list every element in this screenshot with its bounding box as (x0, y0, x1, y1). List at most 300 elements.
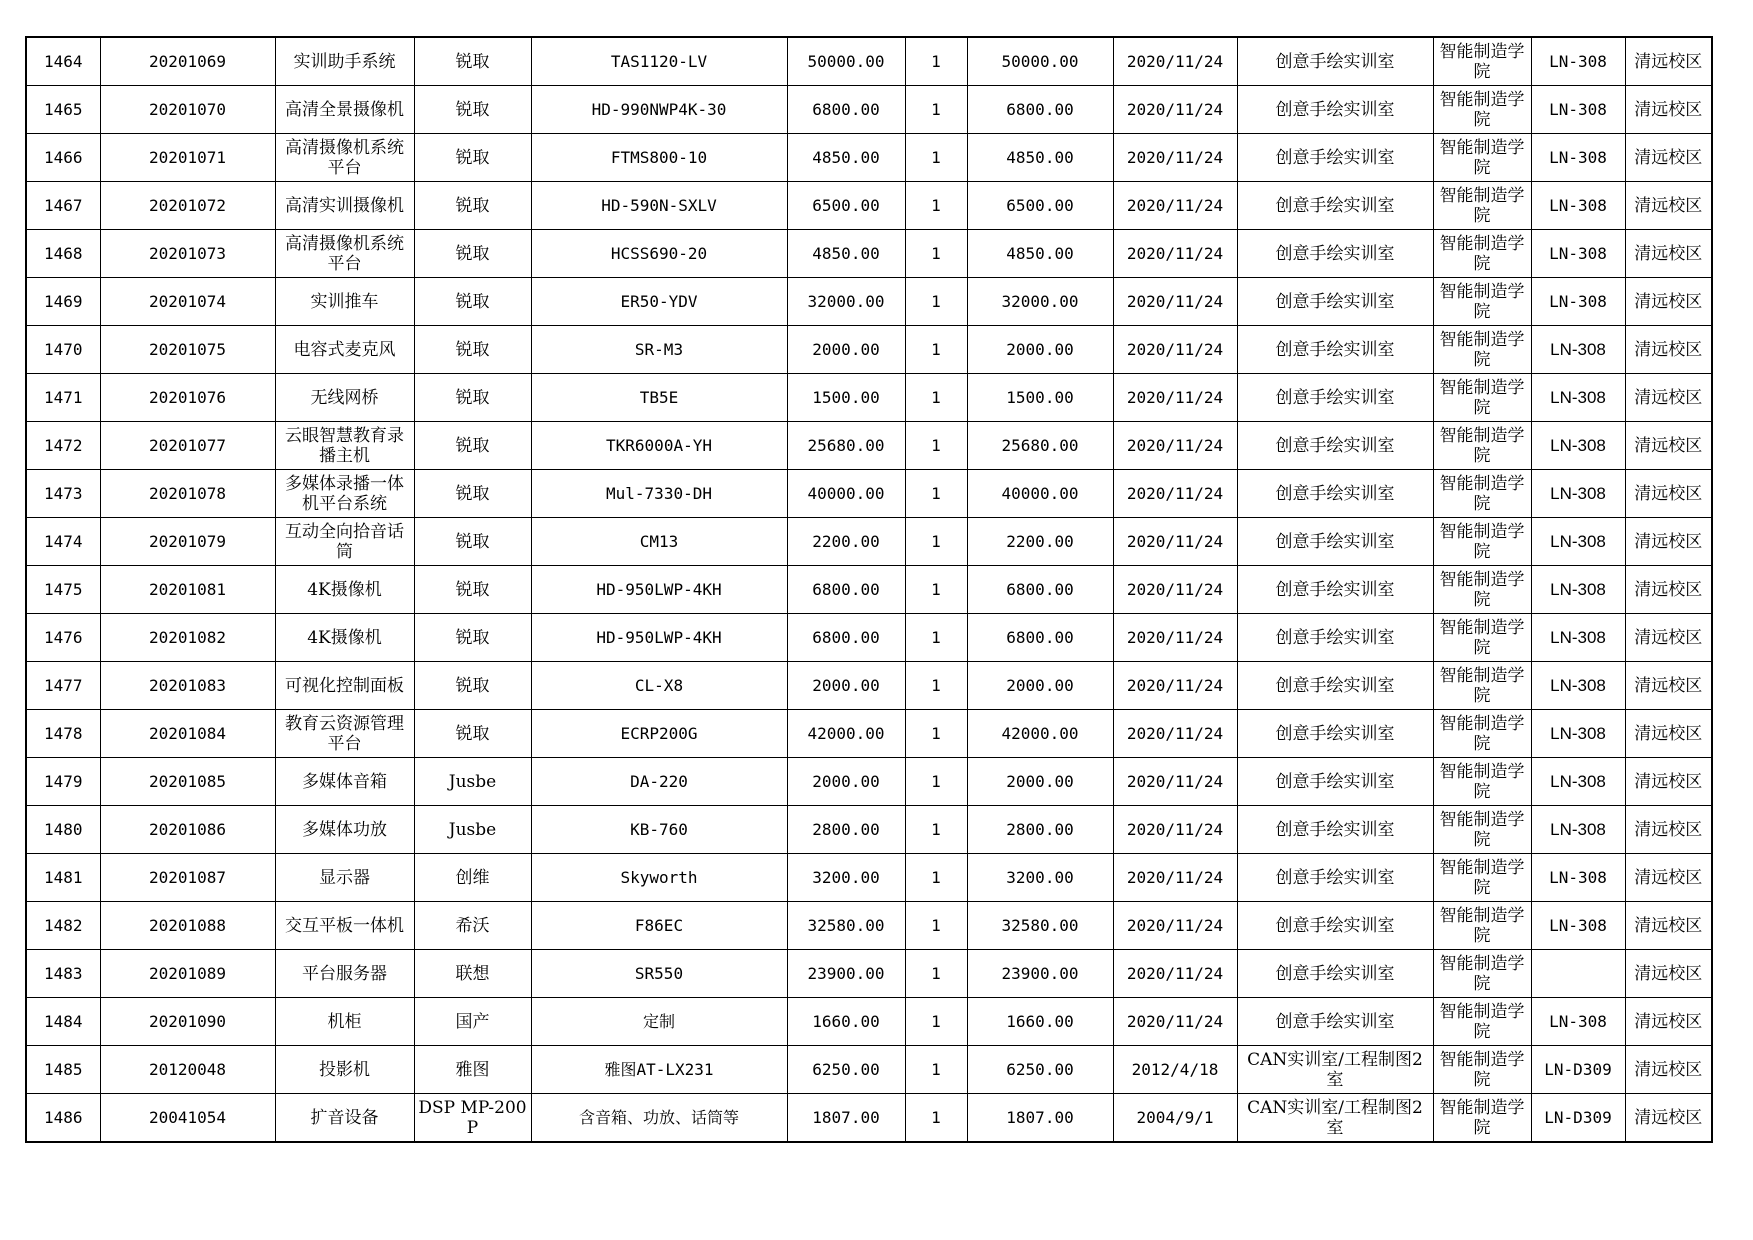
cell-model: KB-760 (531, 806, 787, 854)
cell-quantity: 1 (905, 998, 967, 1046)
cell-room-number: LN-308 (1531, 998, 1625, 1046)
cell-campus: 清远校区 (1625, 710, 1712, 758)
cell-quantity: 1 (905, 278, 967, 326)
cell-model: 定制 (531, 998, 787, 1046)
cell-unit-price: 2000.00 (787, 662, 905, 710)
cell-total-amount: 2000.00 (967, 758, 1113, 806)
cell-asset-code: 20120048 (100, 1046, 275, 1094)
cell-campus: 清远校区 (1625, 470, 1712, 518)
cell-seq-no: 1471 (26, 374, 100, 422)
cell-total-amount: 1807.00 (967, 1094, 1113, 1143)
cell-brand: 锐取 (414, 422, 531, 470)
cell-brand: 锐取 (414, 518, 531, 566)
asset-table (25, 36, 1713, 1143)
cell-department: 智能制造学院 (1433, 950, 1531, 998)
cell-brand: Jusbe (414, 806, 531, 854)
table-row (26, 470, 1712, 518)
cell-model: CL-X8 (531, 662, 787, 710)
cell-asset-code: 20201089 (100, 950, 275, 998)
table-row (26, 374, 1712, 422)
table-row (26, 710, 1712, 758)
cell-asset-name: 平台服务器 (275, 950, 414, 998)
cell-department: 智能制造学院 (1433, 710, 1531, 758)
cell-campus: 清远校区 (1625, 566, 1712, 614)
cell-asset-code: 20201069 (100, 37, 275, 86)
cell-purchase-date: 2020/11/24 (1113, 662, 1237, 710)
cell-model: HD-950LWP-4KH (531, 566, 787, 614)
cell-brand: 锐取 (414, 470, 531, 518)
cell-campus: 清远校区 (1625, 998, 1712, 1046)
cell-location-room: 创意手绘实训室 (1237, 37, 1433, 86)
cell-purchase-date: 2012/4/18 (1113, 1046, 1237, 1094)
cell-department: 智能制造学院 (1433, 854, 1531, 902)
cell-brand: 国产 (414, 998, 531, 1046)
cell-seq-no: 1480 (26, 806, 100, 854)
cell-department: 智能制造学院 (1433, 902, 1531, 950)
cell-quantity: 1 (905, 134, 967, 182)
cell-department: 智能制造学院 (1433, 86, 1531, 134)
cell-brand: 锐取 (414, 566, 531, 614)
cell-department: 智能制造学院 (1433, 374, 1531, 422)
cell-department: 智能制造学院 (1433, 182, 1531, 230)
cell-asset-name: 高清全景摄像机 (275, 86, 414, 134)
cell-department: 智能制造学院 (1433, 326, 1531, 374)
cell-department: 智能制造学院 (1433, 470, 1531, 518)
table-row (26, 806, 1712, 854)
cell-room-number (1531, 950, 1625, 998)
cell-seq-no: 1470 (26, 326, 100, 374)
cell-campus: 清远校区 (1625, 806, 1712, 854)
cell-asset-code: 20201081 (100, 566, 275, 614)
cell-model: HD-590N-SXLV (531, 182, 787, 230)
cell-purchase-date: 2020/11/24 (1113, 998, 1237, 1046)
cell-total-amount: 42000.00 (967, 710, 1113, 758)
cell-model: ECRP200G (531, 710, 787, 758)
cell-purchase-date: 2020/11/24 (1113, 566, 1237, 614)
cell-brand: 锐取 (414, 326, 531, 374)
cell-unit-price: 40000.00 (787, 470, 905, 518)
table-row (26, 854, 1712, 902)
table-row (26, 662, 1712, 710)
cell-quantity: 1 (905, 662, 967, 710)
cell-quantity: 1 (905, 566, 967, 614)
table-row (26, 182, 1712, 230)
cell-campus: 清远校区 (1625, 1046, 1712, 1094)
cell-purchase-date: 2020/11/24 (1113, 950, 1237, 998)
cell-seq-no: 1475 (26, 566, 100, 614)
cell-room-number: LN-D309 (1531, 1094, 1625, 1143)
cell-location-room: 创意手绘实训室 (1237, 854, 1433, 902)
cell-seq-no: 1464 (26, 37, 100, 86)
cell-location-room: 创意手绘实训室 (1237, 806, 1433, 854)
cell-room-number: LN-308 (1531, 566, 1625, 614)
cell-quantity: 1 (905, 614, 967, 662)
cell-asset-name: 投影机 (275, 1046, 414, 1094)
cell-seq-no: 1466 (26, 134, 100, 182)
cell-asset-code: 20201090 (100, 998, 275, 1046)
cell-campus: 清远校区 (1625, 37, 1712, 86)
cell-room-number: LN-308 (1531, 182, 1625, 230)
cell-total-amount: 25680.00 (967, 422, 1113, 470)
cell-brand: 锐取 (414, 614, 531, 662)
cell-unit-price: 2000.00 (787, 326, 905, 374)
cell-unit-price: 32580.00 (787, 902, 905, 950)
cell-room-number: LN-308 (1531, 614, 1625, 662)
table-row (26, 134, 1712, 182)
cell-purchase-date: 2020/11/24 (1113, 86, 1237, 134)
cell-brand: 联想 (414, 950, 531, 998)
cell-purchase-date: 2020/11/24 (1113, 326, 1237, 374)
cell-campus: 清远校区 (1625, 374, 1712, 422)
cell-asset-name: 实训助手系统 (275, 37, 414, 86)
cell-asset-code: 20201083 (100, 662, 275, 710)
cell-model: Mul-7330-DH (531, 470, 787, 518)
cell-total-amount: 2000.00 (967, 326, 1113, 374)
cell-asset-code: 20201085 (100, 758, 275, 806)
cell-total-amount: 6800.00 (967, 86, 1113, 134)
cell-asset-name: 交互平板一体机 (275, 902, 414, 950)
cell-quantity: 1 (905, 182, 967, 230)
cell-seq-no: 1474 (26, 518, 100, 566)
cell-asset-code: 20201086 (100, 806, 275, 854)
cell-location-room: 创意手绘实训室 (1237, 566, 1433, 614)
cell-total-amount: 1500.00 (967, 374, 1113, 422)
cell-department: 智能制造学院 (1433, 422, 1531, 470)
cell-model: SR-M3 (531, 326, 787, 374)
cell-quantity: 1 (905, 806, 967, 854)
cell-location-room: 创意手绘实训室 (1237, 662, 1433, 710)
cell-asset-name: 高清摄像机系统平台 (275, 134, 414, 182)
cell-department: 智能制造学院 (1433, 278, 1531, 326)
cell-room-number: LN-308 (1531, 518, 1625, 566)
cell-brand: DSP MP-200P (414, 1094, 531, 1143)
table-row (26, 326, 1712, 374)
cell-location-room: 创意手绘实训室 (1237, 374, 1433, 422)
cell-campus: 清远校区 (1625, 326, 1712, 374)
cell-total-amount: 6800.00 (967, 566, 1113, 614)
cell-purchase-date: 2020/11/24 (1113, 134, 1237, 182)
cell-asset-name: 高清实训摄像机 (275, 182, 414, 230)
cell-purchase-date: 2020/11/24 (1113, 902, 1237, 950)
cell-brand: 锐取 (414, 374, 531, 422)
cell-asset-name: 4K摄像机 (275, 566, 414, 614)
cell-seq-no: 1486 (26, 1094, 100, 1143)
cell-model: CM13 (531, 518, 787, 566)
cell-total-amount: 23900.00 (967, 950, 1113, 998)
cell-department: 智能制造学院 (1433, 758, 1531, 806)
cell-purchase-date: 2020/11/24 (1113, 518, 1237, 566)
cell-asset-code: 20201082 (100, 614, 275, 662)
cell-campus: 清远校区 (1625, 518, 1712, 566)
cell-asset-name: 4K摄像机 (275, 614, 414, 662)
cell-unit-price: 32000.00 (787, 278, 905, 326)
cell-department: 智能制造学院 (1433, 1046, 1531, 1094)
cell-brand: 锐取 (414, 710, 531, 758)
cell-unit-price: 2000.00 (787, 758, 905, 806)
cell-model: 含音箱、功放、话筒等 (531, 1094, 787, 1143)
cell-total-amount: 6250.00 (967, 1046, 1113, 1094)
table-row (26, 614, 1712, 662)
cell-unit-price: 6800.00 (787, 86, 905, 134)
cell-brand: Jusbe (414, 758, 531, 806)
cell-unit-price: 6800.00 (787, 566, 905, 614)
cell-model: F86EC (531, 902, 787, 950)
cell-seq-no: 1481 (26, 854, 100, 902)
cell-total-amount: 32000.00 (967, 278, 1113, 326)
cell-location-room: 创意手绘实训室 (1237, 710, 1433, 758)
cell-total-amount: 32580.00 (967, 902, 1113, 950)
cell-campus: 清远校区 (1625, 278, 1712, 326)
cell-unit-price: 1807.00 (787, 1094, 905, 1143)
table-row (26, 518, 1712, 566)
table-row (26, 1046, 1712, 1094)
cell-campus: 清远校区 (1625, 86, 1712, 134)
table-row (26, 422, 1712, 470)
cell-quantity: 1 (905, 326, 967, 374)
cell-asset-name: 教育云资源管理平台 (275, 710, 414, 758)
cell-campus: 清远校区 (1625, 662, 1712, 710)
cell-room-number: LN-308 (1531, 37, 1625, 86)
cell-unit-price: 4850.00 (787, 134, 905, 182)
cell-room-number: LN-308 (1531, 134, 1625, 182)
cell-asset-code: 20201077 (100, 422, 275, 470)
cell-department: 智能制造学院 (1433, 806, 1531, 854)
cell-model: HD-950LWP-4KH (531, 614, 787, 662)
cell-department: 智能制造学院 (1433, 230, 1531, 278)
cell-department: 智能制造学院 (1433, 1094, 1531, 1143)
cell-total-amount: 40000.00 (967, 470, 1113, 518)
cell-seq-no: 1485 (26, 1046, 100, 1094)
cell-purchase-date: 2020/11/24 (1113, 758, 1237, 806)
cell-quantity: 1 (905, 710, 967, 758)
cell-quantity: 1 (905, 230, 967, 278)
cell-brand: 锐取 (414, 86, 531, 134)
cell-location-room: 创意手绘实训室 (1237, 134, 1433, 182)
cell-asset-code: 20201087 (100, 854, 275, 902)
cell-brand: 锐取 (414, 278, 531, 326)
table-row (26, 566, 1712, 614)
cell-total-amount: 6500.00 (967, 182, 1113, 230)
cell-unit-price: 3200.00 (787, 854, 905, 902)
cell-asset-code: 20041054 (100, 1094, 275, 1143)
cell-seq-no: 1482 (26, 902, 100, 950)
cell-unit-price: 2200.00 (787, 518, 905, 566)
cell-room-number: LN-308 (1531, 710, 1625, 758)
cell-location-room: 创意手绘实训室 (1237, 614, 1433, 662)
cell-campus: 清远校区 (1625, 902, 1712, 950)
cell-unit-price: 6250.00 (787, 1046, 905, 1094)
cell-quantity: 1 (905, 950, 967, 998)
cell-model: DA-220 (531, 758, 787, 806)
cell-quantity: 1 (905, 758, 967, 806)
cell-department: 智能制造学院 (1433, 37, 1531, 86)
cell-model: SR550 (531, 950, 787, 998)
cell-brand: 锐取 (414, 37, 531, 86)
cell-room-number: LN-308 (1531, 374, 1625, 422)
cell-total-amount: 1660.00 (967, 998, 1113, 1046)
cell-purchase-date: 2020/11/24 (1113, 37, 1237, 86)
table-row (26, 998, 1712, 1046)
cell-room-number: LN-308 (1531, 470, 1625, 518)
cell-campus: 清远校区 (1625, 1094, 1712, 1143)
cell-seq-no: 1476 (26, 614, 100, 662)
cell-seq-no: 1465 (26, 86, 100, 134)
cell-quantity: 1 (905, 37, 967, 86)
cell-campus: 清远校区 (1625, 614, 1712, 662)
cell-room-number: LN-D309 (1531, 1046, 1625, 1094)
cell-brand: 锐取 (414, 230, 531, 278)
cell-model: TKR6000A-YH (531, 422, 787, 470)
cell-asset-code: 20201076 (100, 374, 275, 422)
cell-total-amount: 4850.00 (967, 230, 1113, 278)
cell-asset-name: 多媒体功放 (275, 806, 414, 854)
cell-unit-price: 2800.00 (787, 806, 905, 854)
cell-model: HCSS690-20 (531, 230, 787, 278)
cell-location-room: 创意手绘实训室 (1237, 758, 1433, 806)
cell-asset-name: 高清摄像机系统平台 (275, 230, 414, 278)
cell-room-number: LN-308 (1531, 422, 1625, 470)
cell-quantity: 1 (905, 374, 967, 422)
cell-asset-code: 20201075 (100, 326, 275, 374)
cell-location-room: 创意手绘实训室 (1237, 326, 1433, 374)
cell-brand: 锐取 (414, 662, 531, 710)
cell-total-amount: 50000.00 (967, 37, 1113, 86)
cell-unit-price: 42000.00 (787, 710, 905, 758)
cell-room-number: LN-308 (1531, 902, 1625, 950)
cell-asset-name: 可视化控制面板 (275, 662, 414, 710)
asset-table-body (26, 37, 1712, 1142)
table-row (26, 86, 1712, 134)
table-row (26, 37, 1712, 86)
cell-asset-code: 20201074 (100, 278, 275, 326)
cell-asset-code: 20201071 (100, 134, 275, 182)
cell-location-room: 创意手绘实训室 (1237, 518, 1433, 566)
cell-department: 智能制造学院 (1433, 662, 1531, 710)
cell-quantity: 1 (905, 1046, 967, 1094)
cell-department: 智能制造学院 (1433, 134, 1531, 182)
table-row (26, 950, 1712, 998)
cell-location-room: 创意手绘实训室 (1237, 278, 1433, 326)
cell-location-room: 创意手绘实训室 (1237, 950, 1433, 998)
cell-seq-no: 1478 (26, 710, 100, 758)
cell-seq-no: 1469 (26, 278, 100, 326)
cell-purchase-date: 2020/11/24 (1113, 614, 1237, 662)
cell-seq-no: 1472 (26, 422, 100, 470)
cell-location-room: 创意手绘实训室 (1237, 86, 1433, 134)
cell-unit-price: 1500.00 (787, 374, 905, 422)
cell-unit-price: 6500.00 (787, 182, 905, 230)
cell-unit-price: 50000.00 (787, 37, 905, 86)
cell-purchase-date: 2020/11/24 (1113, 710, 1237, 758)
cell-model: FTMS800-10 (531, 134, 787, 182)
cell-campus: 清远校区 (1625, 422, 1712, 470)
table-row (26, 230, 1712, 278)
cell-room-number: LN-308 (1531, 326, 1625, 374)
cell-quantity: 1 (905, 854, 967, 902)
cell-purchase-date: 2020/11/24 (1113, 278, 1237, 326)
cell-asset-name: 云眼智慧教育录播主机 (275, 422, 414, 470)
cell-quantity: 1 (905, 470, 967, 518)
cell-room-number: LN-308 (1531, 758, 1625, 806)
cell-room-number: LN-308 (1531, 278, 1625, 326)
cell-total-amount: 2800.00 (967, 806, 1113, 854)
cell-brand: 雅图 (414, 1046, 531, 1094)
cell-asset-code: 20201084 (100, 710, 275, 758)
cell-purchase-date: 2020/11/24 (1113, 182, 1237, 230)
cell-model: HD-990NWP4K-30 (531, 86, 787, 134)
cell-asset-name: 实训推车 (275, 278, 414, 326)
cell-total-amount: 3200.00 (967, 854, 1113, 902)
cell-asset-name: 无线网桥 (275, 374, 414, 422)
cell-department: 智能制造学院 (1433, 518, 1531, 566)
cell-asset-name: 机柜 (275, 998, 414, 1046)
table-row (26, 1094, 1712, 1143)
cell-model: TB5E (531, 374, 787, 422)
cell-campus: 清远校区 (1625, 854, 1712, 902)
cell-asset-code: 20201073 (100, 230, 275, 278)
cell-department: 智能制造学院 (1433, 614, 1531, 662)
cell-quantity: 1 (905, 86, 967, 134)
cell-brand: 锐取 (414, 182, 531, 230)
cell-asset-name: 多媒体录播一体机平台系统 (275, 470, 414, 518)
cell-asset-name: 互动全向拾音话筒 (275, 518, 414, 566)
cell-purchase-date: 2020/11/24 (1113, 422, 1237, 470)
cell-room-number: LN-308 (1531, 854, 1625, 902)
cell-quantity: 1 (905, 902, 967, 950)
cell-unit-price: 6800.00 (787, 614, 905, 662)
cell-seq-no: 1484 (26, 998, 100, 1046)
cell-campus: 清远校区 (1625, 134, 1712, 182)
cell-purchase-date: 2020/11/24 (1113, 854, 1237, 902)
cell-brand: 创维 (414, 854, 531, 902)
cell-purchase-date: 2020/11/24 (1113, 230, 1237, 278)
cell-total-amount: 4850.00 (967, 134, 1113, 182)
cell-location-room: 创意手绘实训室 (1237, 422, 1433, 470)
cell-asset-name: 显示器 (275, 854, 414, 902)
cell-department: 智能制造学院 (1433, 998, 1531, 1046)
cell-room-number: LN-308 (1531, 662, 1625, 710)
table-row (26, 758, 1712, 806)
cell-room-number: LN-308 (1531, 86, 1625, 134)
cell-asset-code: 20201070 (100, 86, 275, 134)
cell-purchase-date: 2020/11/24 (1113, 470, 1237, 518)
cell-asset-code: 20201078 (100, 470, 275, 518)
cell-room-number: LN-308 (1531, 230, 1625, 278)
cell-unit-price: 23900.00 (787, 950, 905, 998)
cell-department: 智能制造学院 (1433, 566, 1531, 614)
cell-total-amount: 2200.00 (967, 518, 1113, 566)
cell-location-room: 创意手绘实训室 (1237, 470, 1433, 518)
cell-seq-no: 1483 (26, 950, 100, 998)
cell-quantity: 1 (905, 1094, 967, 1143)
cell-asset-name: 扩音设备 (275, 1094, 414, 1143)
cell-purchase-date: 2020/11/24 (1113, 806, 1237, 854)
cell-quantity: 1 (905, 518, 967, 566)
cell-location-room: 创意手绘实训室 (1237, 998, 1433, 1046)
cell-location-room: 创意手绘实训室 (1237, 230, 1433, 278)
cell-seq-no: 1477 (26, 662, 100, 710)
cell-asset-name: 多媒体音箱 (275, 758, 414, 806)
cell-brand: 希沃 (414, 902, 531, 950)
cell-total-amount: 2000.00 (967, 662, 1113, 710)
cell-unit-price: 4850.00 (787, 230, 905, 278)
cell-asset-code: 20201072 (100, 182, 275, 230)
cell-campus: 清远校区 (1625, 950, 1712, 998)
cell-asset-code: 20201079 (100, 518, 275, 566)
cell-campus: 清远校区 (1625, 182, 1712, 230)
cell-model: ER50-YDV (531, 278, 787, 326)
cell-model: TAS1120-LV (531, 37, 787, 86)
